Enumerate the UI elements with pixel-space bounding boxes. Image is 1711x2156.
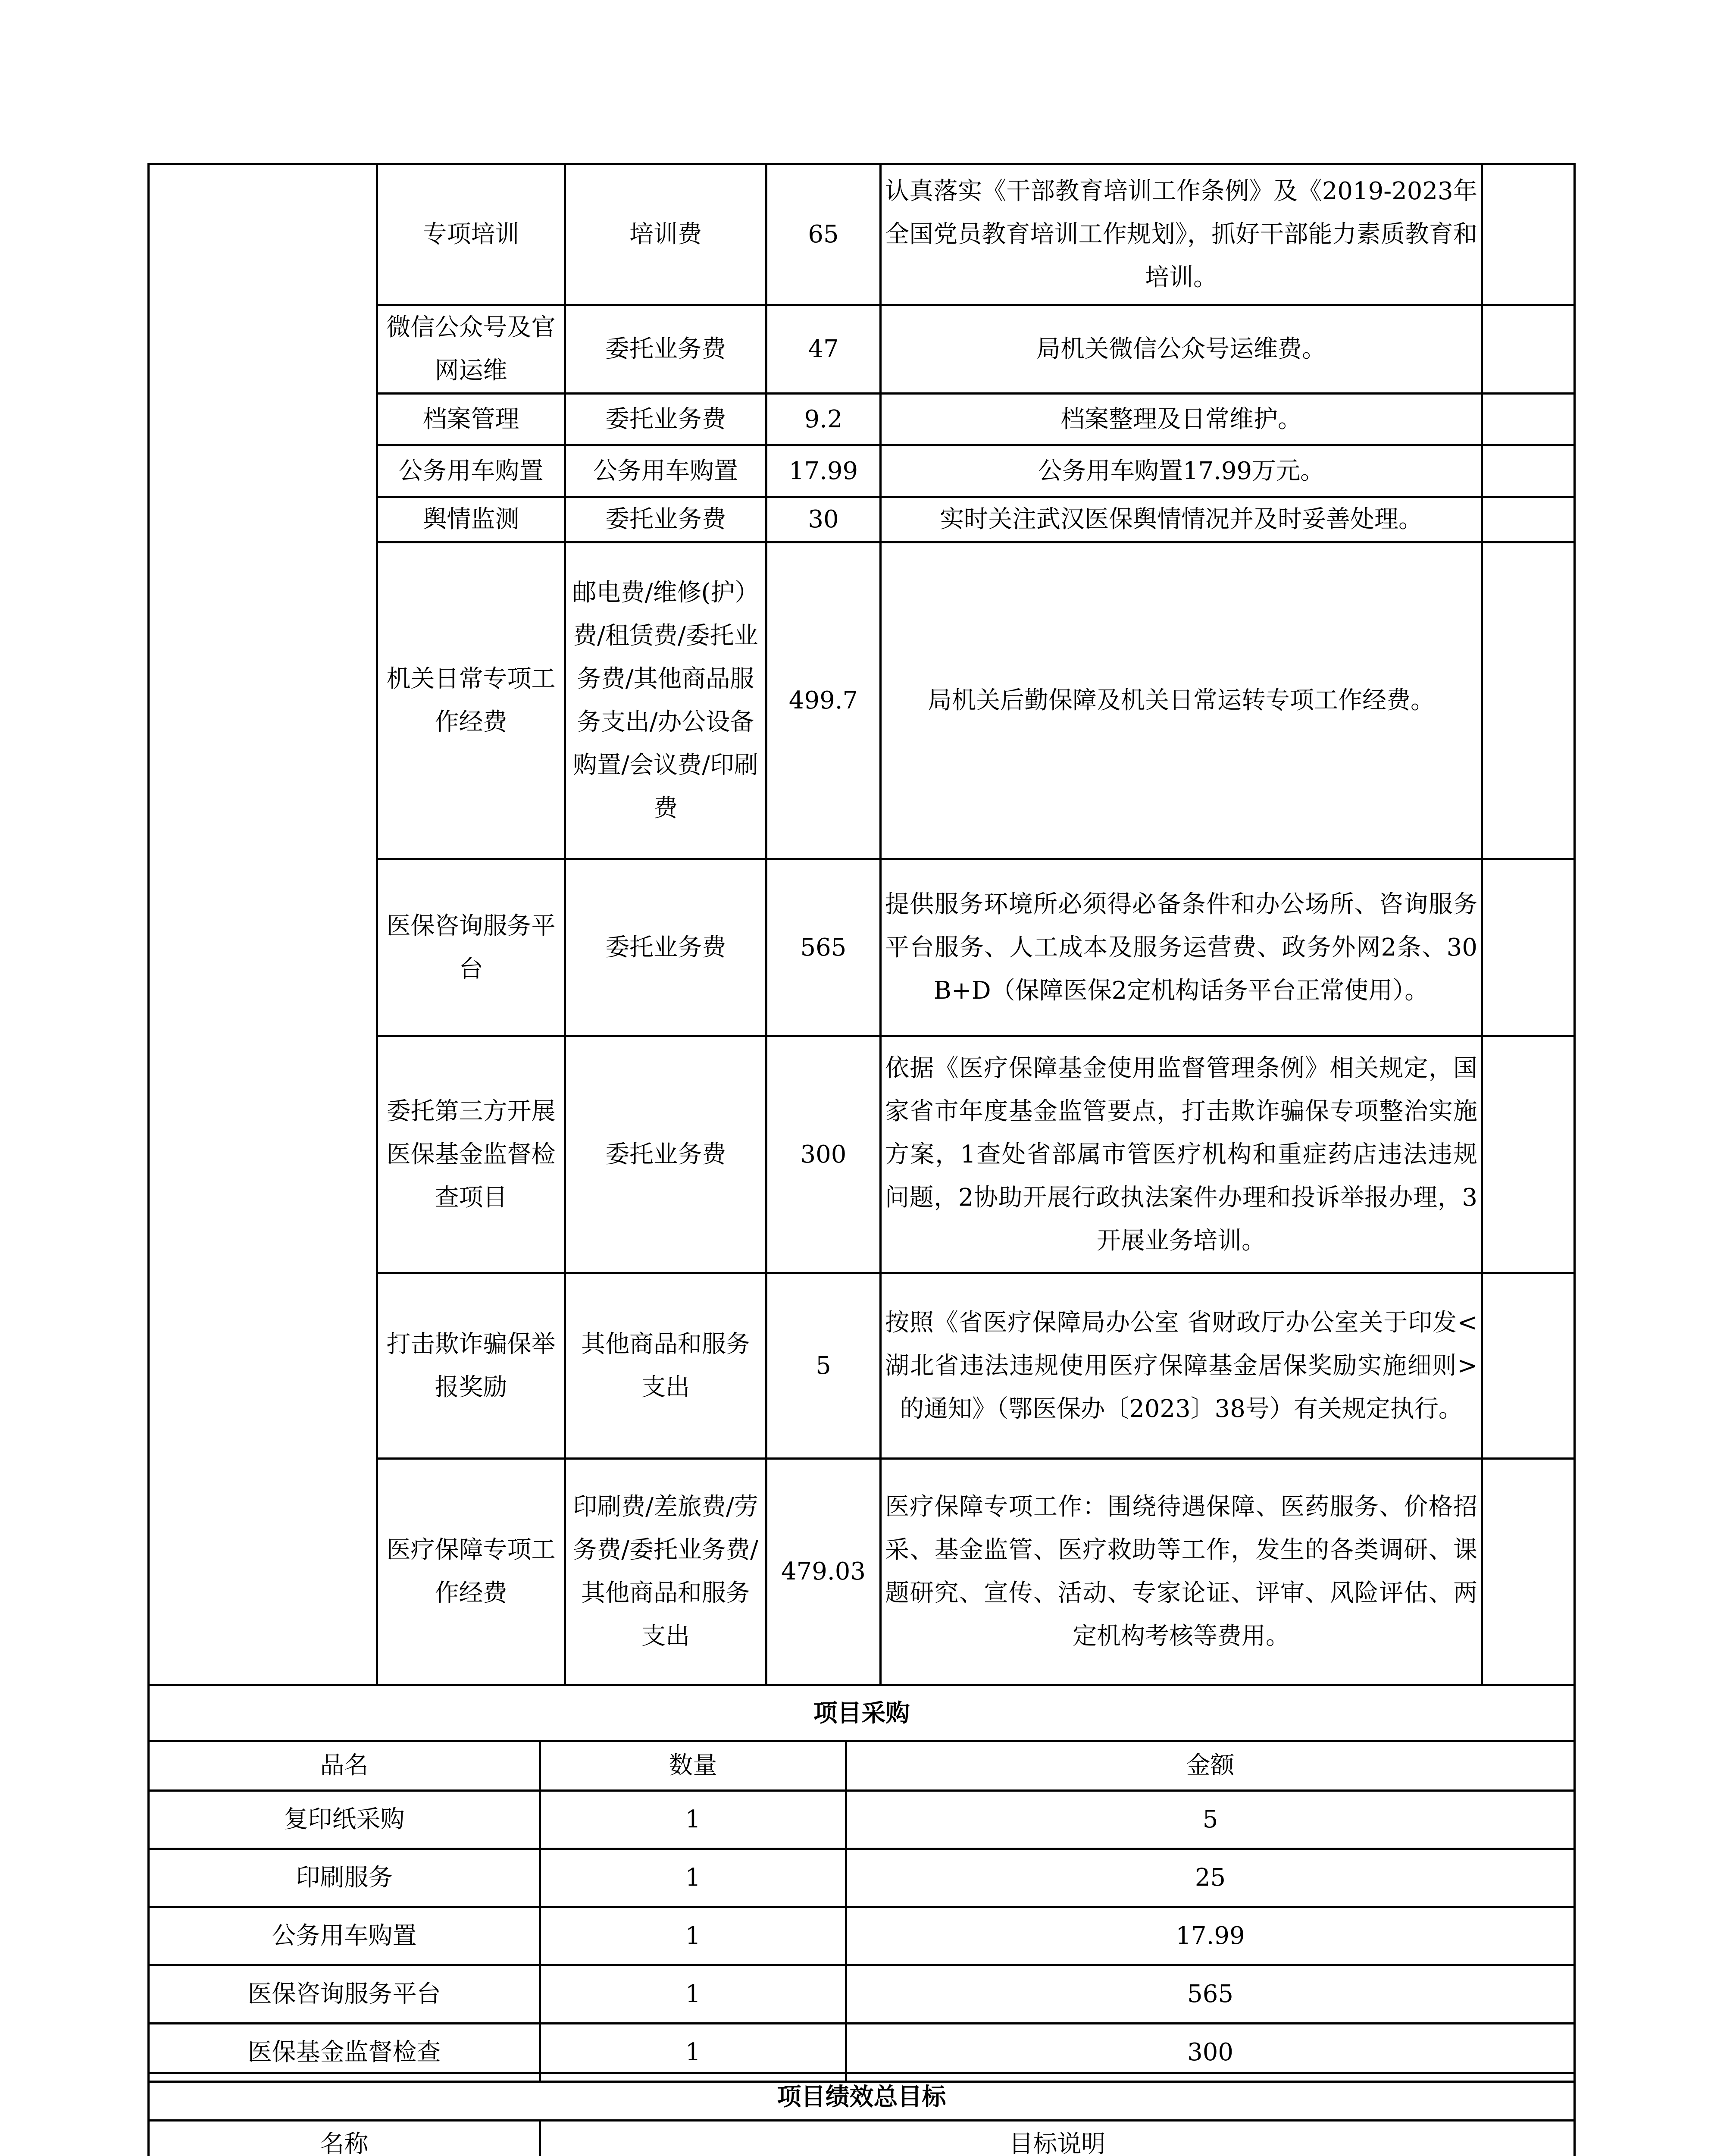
project-name: 委托第三方开展医保基金监督检查项目 (377, 1036, 565, 1273)
item-name: 印刷服务 (149, 1849, 540, 1907)
project-name: 专项培训 (377, 164, 565, 305)
expense-category: 培训费 (565, 164, 766, 305)
item-amount: 25 (846, 1849, 1575, 1907)
table-row (149, 1791, 1575, 1849)
column-header: 目标说明 (540, 2121, 1575, 2156)
column-header: 名称 (149, 2121, 540, 2156)
blank-cell (1482, 305, 1575, 394)
project-name: 舆情监测 (377, 497, 565, 542)
expense-category: 印刷费/差旅费/劳务费/委托业务费/其他商品和服务支出 (565, 1459, 766, 1685)
item-amount: 565 (846, 1965, 1575, 2024)
expense-category: 委托业务费 (565, 1036, 766, 1273)
table-row (149, 1965, 1575, 2024)
item-amount: 5 (846, 1791, 1575, 1849)
description: 按照《省医疗保障局办公室 省财政厅办公室关于印发<湖北省违法违规使用医疗保障基金居保奖励实施细则>的通知》（鄂医保办〔2023〕38号）有关规定执行。 (881, 1273, 1482, 1459)
description: 医疗保障专项工作：围绕待遇保障、医药服务、价格招采、基金监管、医疗救助等工作，发生的各类调研、课题研究、宣传、活动、专家论证、评审、风险评估、两定机构考核等费用。 (881, 1459, 1482, 1685)
amount: 9.2 (766, 394, 881, 445)
project-name: 公务用车购置 (377, 445, 565, 497)
column-header: 金额 (846, 1741, 1575, 1791)
expense-category: 委托业务费 (565, 305, 766, 394)
amount: 499.7 (766, 542, 881, 859)
item-amount: 300 (846, 2024, 1575, 2082)
amount: 565 (766, 859, 881, 1036)
description: 公务用车购置17.99万元。 (881, 445, 1482, 497)
item-qty: 1 (540, 1907, 846, 1965)
item-name: 公务用车购置 (149, 1907, 540, 1965)
table-row (149, 1849, 1575, 1907)
project-name: 打击欺诈骗保举报奖励 (377, 1273, 565, 1459)
item-name: 复印纸采购 (149, 1791, 540, 1849)
amount: 30 (766, 497, 881, 542)
expense-category: 其他商品和服务支出 (565, 1273, 766, 1459)
expense-category: 委托业务费 (565, 497, 766, 542)
description: 局机关后勤保障及机关日常运转专项工作经费。 (881, 542, 1482, 859)
table-row (149, 1907, 1575, 1965)
project-name: 微信公众号及官网运维 (377, 305, 565, 394)
column-header: 品名 (149, 1741, 540, 1791)
table-row (149, 164, 1575, 305)
project-name: 医保咨询服务平台 (377, 859, 565, 1036)
section-header-row (149, 2073, 1575, 2121)
item-name: 医保基金监督检查 (149, 2024, 540, 2082)
description: 局机关微信公众号运维费。 (881, 305, 1482, 394)
amount: 65 (766, 164, 881, 305)
amount: 300 (766, 1036, 881, 1273)
project-name: 档案管理 (377, 394, 565, 445)
expense-category: 委托业务费 (565, 394, 766, 445)
blank-cell (1482, 1459, 1575, 1685)
blank-cell (1482, 497, 1575, 542)
description: 认真落实《干部教育培训工作条例》及《2019-2023年全国党员教育培训工作规划》，抓好干部能力素质教育和培训。 (881, 164, 1482, 305)
amount: 479.03 (766, 1459, 881, 1685)
section-header-row (149, 1685, 1575, 1741)
amount: 47 (766, 305, 881, 394)
description: 提供服务环境所必须得必备条件和办公场所、咨询服务平台服务、人工成本及服务运营费、政务外网2条、30B+D（保障医保2定机构话务平台正常使用）。 (881, 859, 1482, 1036)
blank-cell (1482, 859, 1575, 1036)
description: 实时关注武汉医保舆情情况并及时妥善处理。 (881, 497, 1482, 542)
blank-cell (1482, 164, 1575, 305)
blank-cell (1482, 542, 1575, 859)
expense-category: 公务用车购置 (565, 445, 766, 497)
item-qty: 1 (540, 1849, 846, 1907)
section-title: 项目绩效总目标 (149, 2073, 1575, 2121)
item-amount: 17.99 (846, 1907, 1575, 1965)
item-qty: 1 (540, 1965, 846, 2024)
expense-category: 委托业务费 (565, 859, 766, 1036)
blank-merged-cell (149, 164, 377, 1685)
amount: 5 (766, 1273, 881, 1459)
item-qty: 1 (540, 1791, 846, 1849)
description: 档案整理及日常维护。 (881, 394, 1482, 445)
project-name: 医疗保障专项工作经费 (377, 1459, 565, 1685)
blank-cell (1482, 445, 1575, 497)
expense-detail-table (147, 163, 1576, 1686)
item-qty: 1 (540, 2024, 846, 2082)
amount: 17.99 (766, 445, 881, 497)
blank-cell (1482, 394, 1575, 445)
header-row (149, 1741, 1575, 1791)
performance-goals-table (147, 2072, 1576, 2156)
procurement-table (147, 1684, 1576, 2083)
project-name: 机关日常专项工作经费 (377, 542, 565, 859)
header-row (149, 2121, 1575, 2156)
section-title: 项目采购 (149, 1685, 1575, 1741)
blank-cell (1482, 1273, 1575, 1459)
expense-category: 邮电费/维修(护）费/租赁费/委托业务费/其他商品服务支出/办公设备购置/会议费/印刷费 (565, 542, 766, 859)
description: 依据《医疗保障基金使用监督管理条例》相关规定，国家省市年度基金监管要点，打击欺诈骗保专项整治实施方案，1查处省部属市管医疗机构和重症药店违法违规问题，2协助开展行政执法案件办理和投诉举报办理，3开展业务培训。 (881, 1036, 1482, 1273)
blank-cell (1482, 1036, 1575, 1273)
item-name: 医保咨询服务平台 (149, 1965, 540, 2024)
column-header: 数量 (540, 1741, 846, 1791)
